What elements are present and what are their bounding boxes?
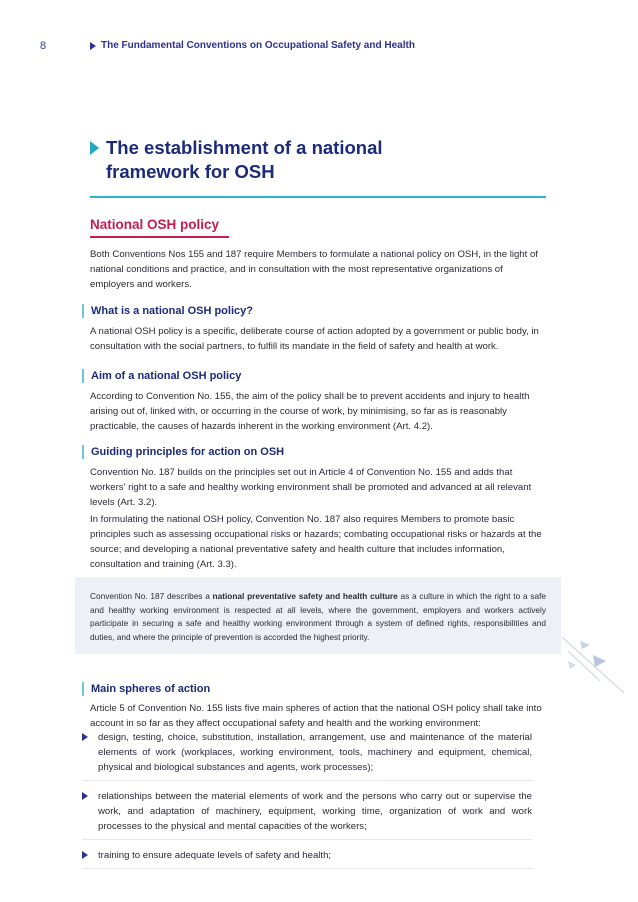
decor-triangle — [580, 641, 590, 649]
section-title-underline — [90, 236, 229, 238]
list-item-text: relationships between the material elements of work and the persons who carry out or supervise the work, and adaptation of machinery, equipment, working time, organization of work and work processes to the physical and mental capacities of the workers; — [98, 791, 532, 832]
subheading-guiding — [82, 445, 284, 459]
triangle-bullet-icon — [90, 42, 96, 50]
page-number: 8 — [40, 40, 47, 52]
section-title: National OSH policy — [90, 217, 220, 232]
subheading-bar — [82, 304, 84, 318]
triangle-bullet-icon — [82, 851, 88, 859]
callout-bold-term: national preventative safety and health culture — [212, 591, 398, 601]
subheading-bar — [82, 369, 84, 383]
callout-suffix: as a culture in which the right to a safe and healthy working environment is respected at all levels, where the government, employers and workers actively participate in securing a safe and healthy working environment through a system of defined rights, responsibilities and duties, and where the principle of prevention is accorded the highest priority. — [90, 591, 546, 642]
subheading-text: What is a national OSH policy? — [91, 305, 253, 317]
running-title: The Fundamental Conventions on Occupational Safety and Health — [101, 40, 415, 51]
subheading-text: Guiding principles for action on OSH — [91, 446, 285, 458]
what-text: A national OSH policy is a specific, deliberate course of action adopted by a government or public body, in consultation with the social partners, to fulfill its mandate in the field of safety and health at work. — [90, 326, 539, 352]
subheading-text: Aim of a national OSH policy — [91, 370, 242, 382]
section-intro: Both Conventions Nos 155 and 187 require Members to formulate a national policy on OSH, in the light of national conditions and practice, and in consultation with the most representative organizations of employers and workers. — [90, 249, 538, 290]
subheading-aim — [82, 369, 241, 383]
subheading-text: Main spheres of action — [91, 683, 211, 695]
chapter-title-line2: framework for OSH — [106, 161, 275, 182]
subheading-spheres — [82, 682, 210, 696]
subheading-bar — [82, 445, 84, 459]
chapter-title — [90, 136, 546, 184]
list-item — [82, 789, 532, 840]
list-item — [82, 848, 532, 869]
aim-text: According to Convention No. 155, the aim of the policy shall be to prevent accidents and injury to health arising out of, linked with, or occurring in the course of work, by minimising, so far as is reasonably practicable, the causes of hazards inherent in the working environment (Art. 4.2). — [90, 391, 530, 432]
triangle-bullet-icon — [82, 733, 88, 741]
subheading-bar — [82, 682, 84, 696]
running-header — [90, 40, 415, 51]
chapter-divider — [90, 196, 546, 198]
decorative-arrows-graphic — [560, 635, 626, 695]
chapter-heading — [90, 136, 546, 198]
list-item-text: design, testing, choice, substitution, installation, arrangement, use and maintenance of the material elements of work (workplaces, working environment, tools, machinery and equipment, chemical, physical and biological substances and agents, work processes); — [98, 732, 532, 773]
list-item-text: training to ensure adequate levels of safety and health; — [98, 850, 332, 861]
triangle-marker-icon — [90, 141, 99, 155]
triangle-bullet-icon — [82, 792, 88, 800]
chapter-title-line1: The establishment of a national — [106, 137, 383, 158]
list-item — [82, 730, 532, 781]
spheres-list — [82, 730, 532, 877]
subheading-what — [82, 304, 253, 318]
callout-text — [90, 590, 546, 644]
decor-triangle — [568, 661, 576, 669]
guiding-text-2: In formulating the national OSH policy, Convention No. 187 also requires Members to promote basic principles such as assessing occupational risks or hazards; combating occupational risks or hazards at the source; and developing a national preventative safety and health culture that includes information, consultation and training (Art. 3.3). — [90, 514, 542, 570]
callout-prefix: Convention No. 187 describes a — [90, 591, 213, 601]
spheres-intro: Article 5 of Convention No. 155 lists five main spheres of action that the national OSH policy shall take into account in so far as they affect occupational safety and health and the working environment: — [90, 703, 542, 729]
guiding-text-1: Convention No. 187 builds on the principles set out in Article 4 of Convention No. 155 and adds that workers' right to a safe and healthy working environment shall be promoted and advanced at all relevant levels (Art. 3.2). — [90, 467, 532, 508]
decor-triangle — [593, 655, 606, 667]
